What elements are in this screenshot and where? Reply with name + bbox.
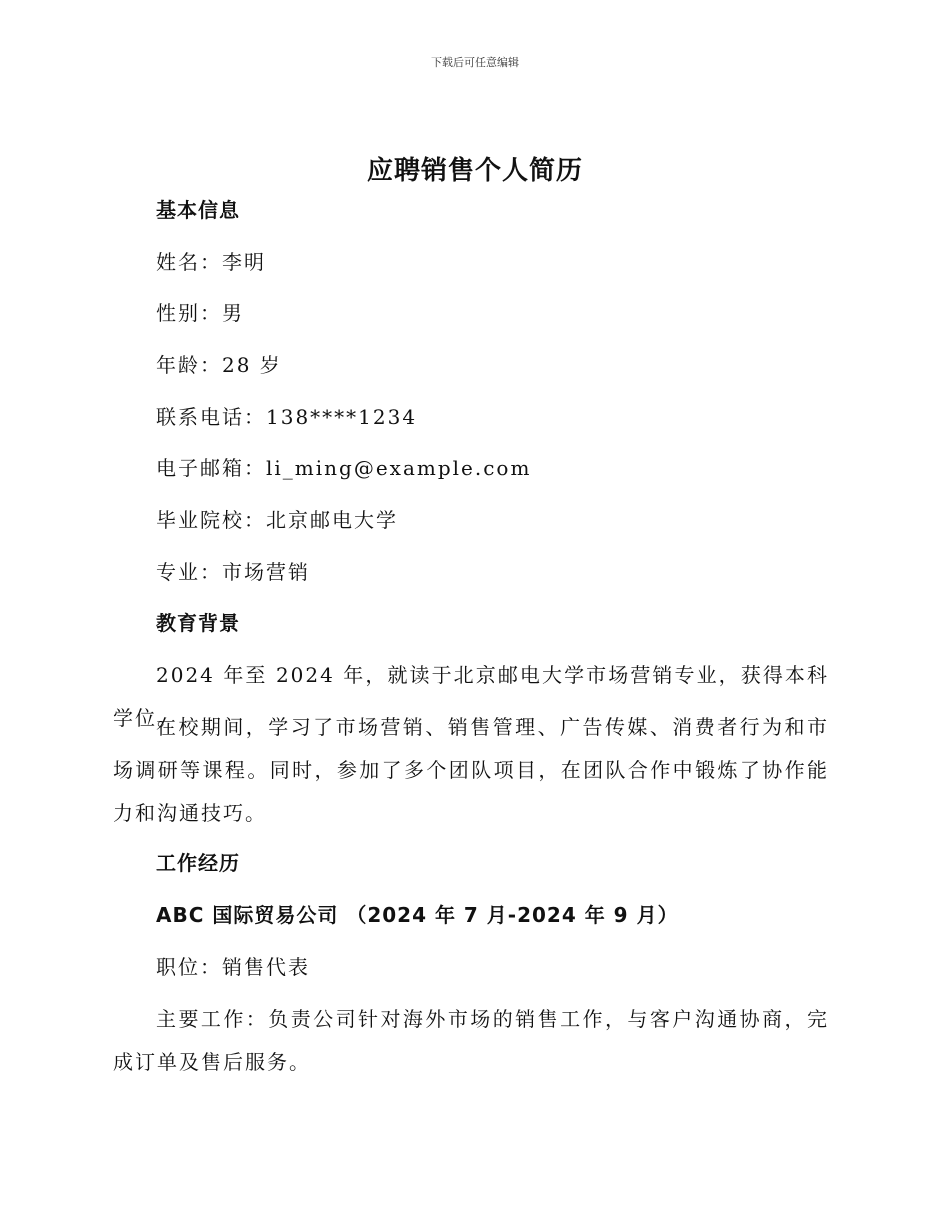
work-duties: 主要工作：负责公司针对海外市场的销售工作，与客户沟通协商，完成订单及售后服务。 [113,1007,829,1074]
field-phone: 联系电话：138****1234 [156,405,418,429]
section-heading-basic-info: 基本信息 [156,198,240,222]
field-email: 电子邮箱：li_ming@example.com [156,456,532,480]
header-note: 下载后可任意编辑 [431,56,519,69]
education-paragraph-1: 2024 年至 2024 年，就读于北京邮电大学市场营销专业，获得本科学位。 [113,663,829,730]
section-heading-education: 教育背景 [156,611,240,635]
field-age: 年龄：28 岁 [156,353,282,377]
work-position: 职位：销售代表 [156,955,310,979]
work-company: ABC 国际贸易公司 （2024 年 7 月-2024 年 9 月） [156,903,679,927]
field-major: 专业：市场营销 [156,560,310,584]
education-paragraph-2: 在校期间，学习了市场营销、销售管理、广告传媒、消费者行为和市场调研等课程。同时，参加了多个团队项目，在团队合作中锻炼了协作能力和沟通技巧。 [113,715,829,825]
field-school: 毕业院校：北京邮电大学 [156,508,398,532]
section-heading-work: 工作经历 [156,851,240,875]
field-name: 姓名：李明 [156,250,266,274]
document-title: 应聘销售个人简历 [366,156,583,186]
field-gender: 性别：男 [156,301,244,325]
